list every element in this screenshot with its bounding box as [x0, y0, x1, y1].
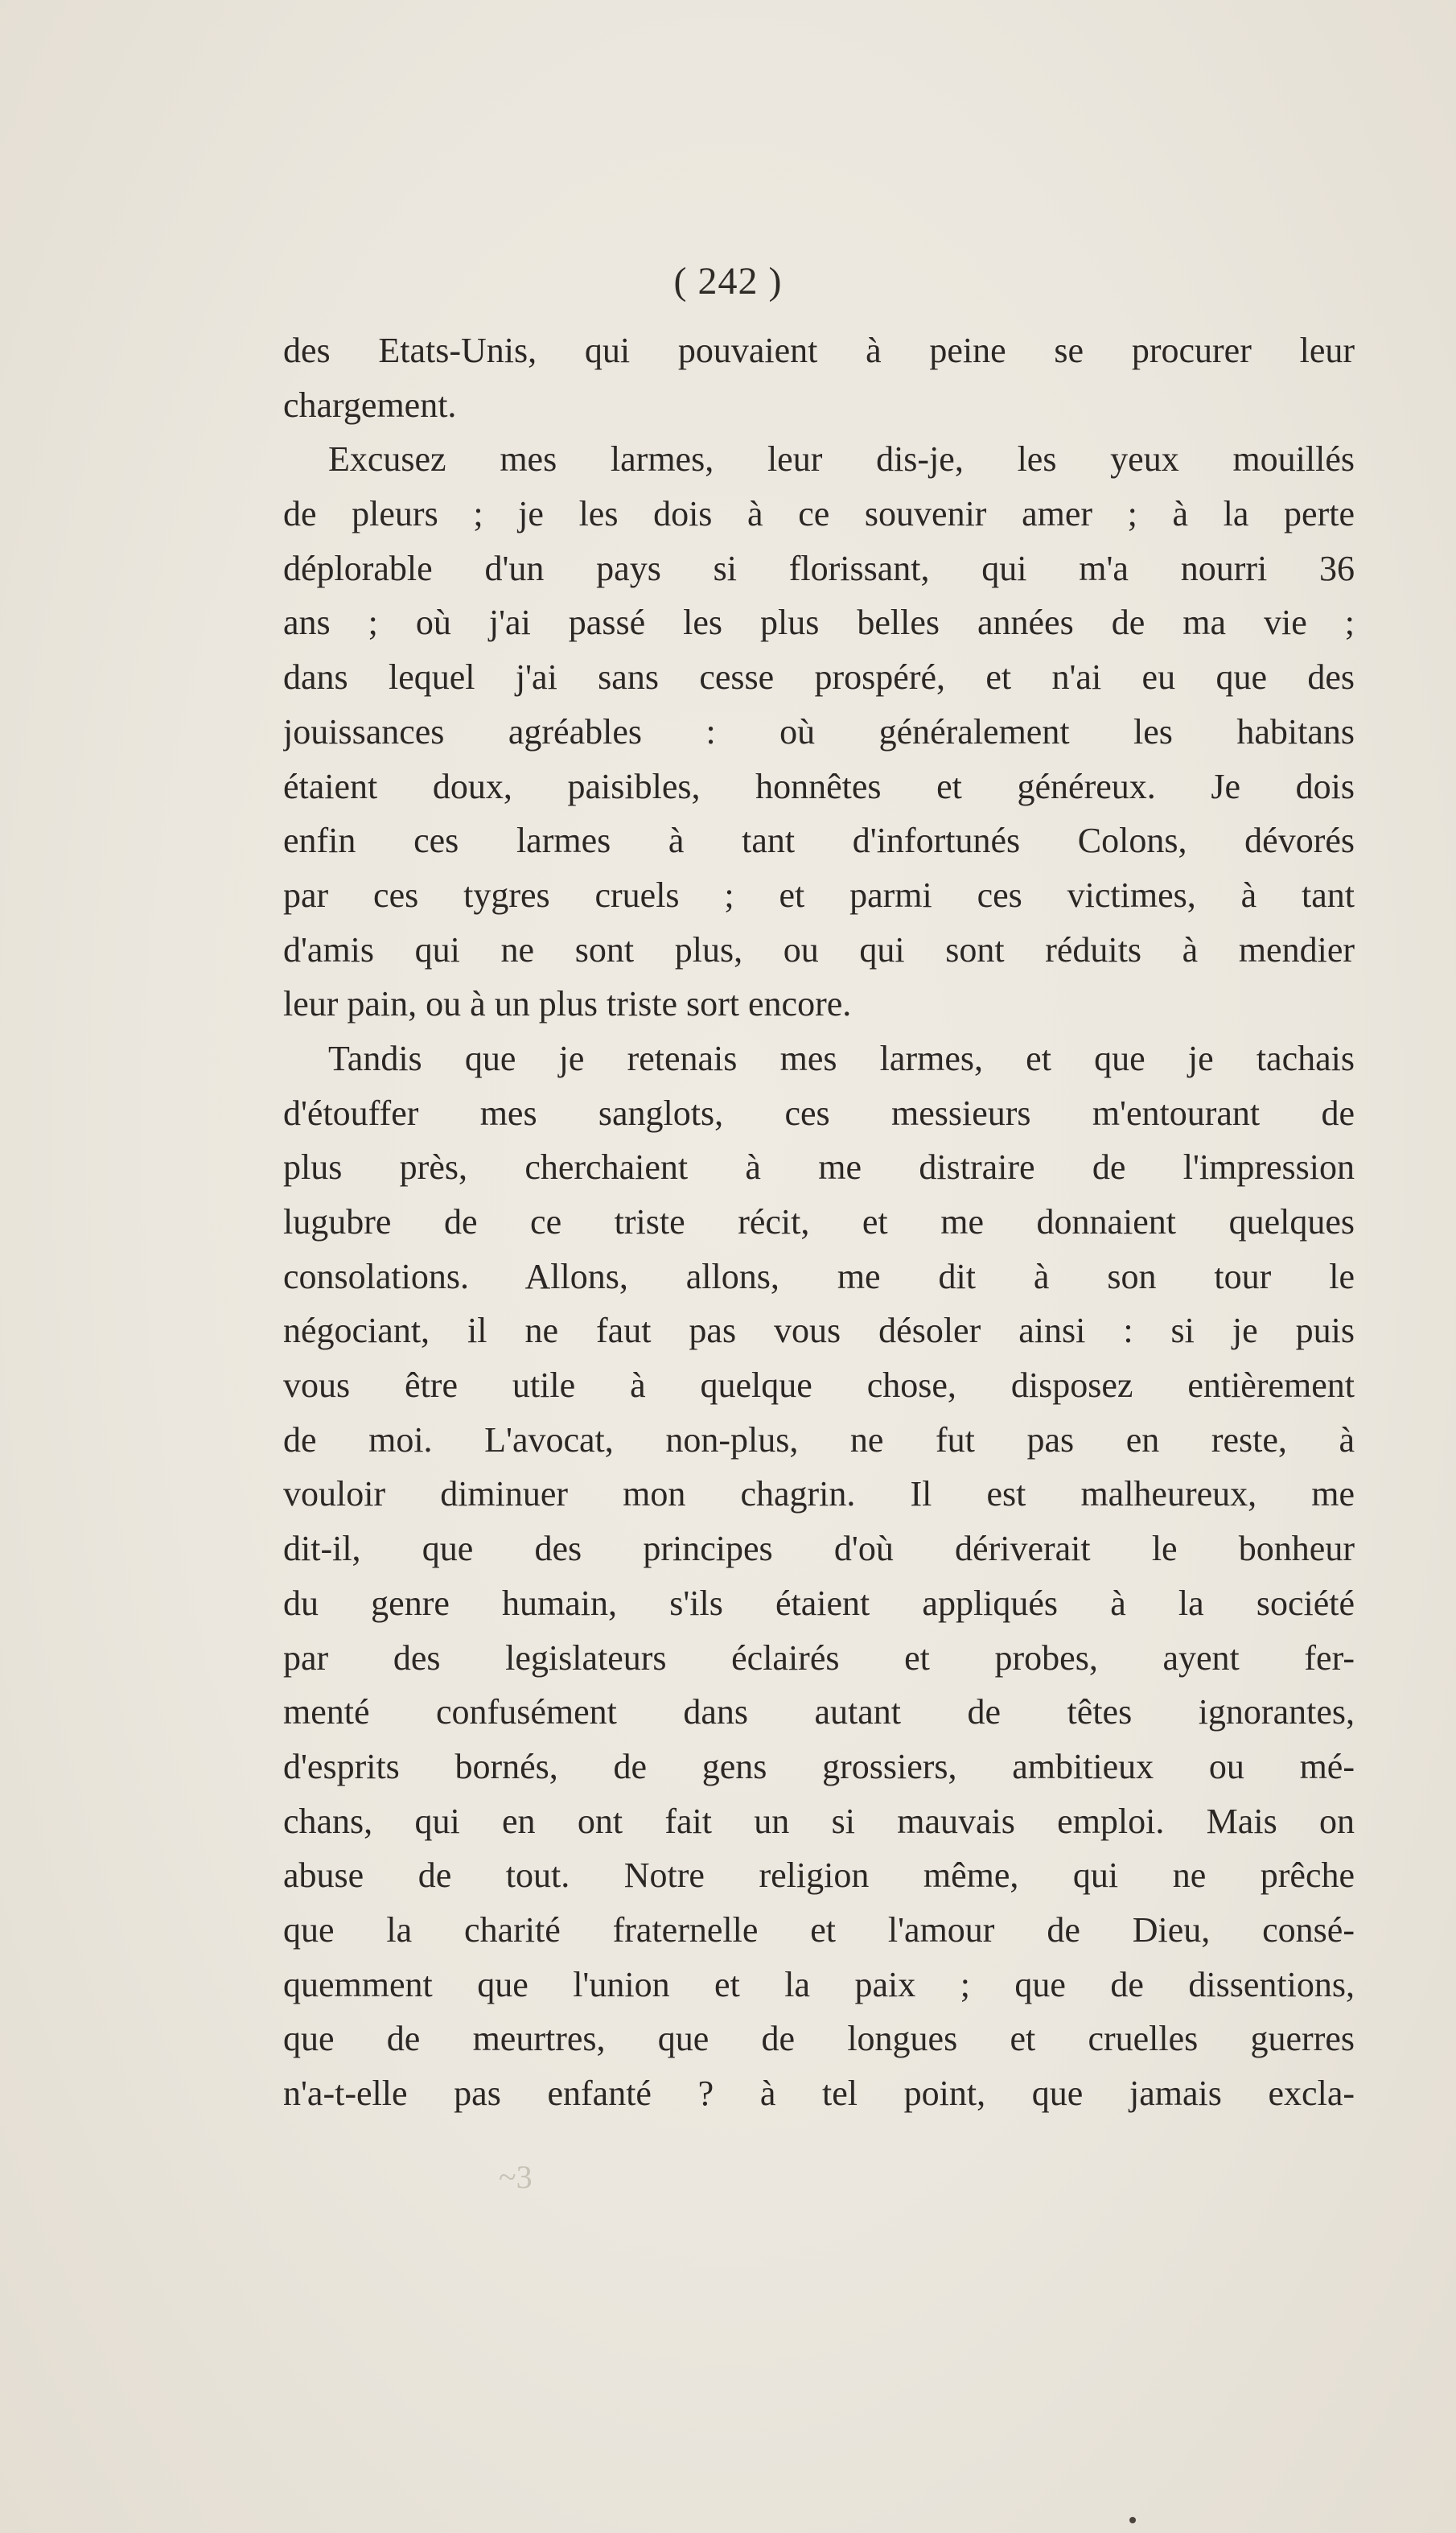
text-line: de pleurs ; je les dois à ce souvenir amer ; à la perte: [283, 494, 1355, 534]
text-line: jouissances agréables : où généralement les habitans: [283, 711, 1355, 752]
text-line: quemment que l'union et la paix ; que de dissentions,: [283, 1964, 1355, 2004]
text-line: que de meurtres, que de longues et cruelles guerres: [283, 2019, 1355, 2059]
text-line: chargement.: [283, 385, 457, 425]
text-line: des Etats-Unis, qui pouvaient à peine se procurer leur: [283, 331, 1355, 370]
text-line: par des legislateurs éclairés et probes, ayent fer-: [283, 1637, 1355, 1678]
text-line: Tandis que je retenais mes larmes, et que je tachais: [328, 1038, 1355, 1078]
text-line: par ces tygres cruels ; et parmi ces victimes, à tant: [283, 875, 1355, 915]
text-line: du genre humain, s'ils étaient appliqués à la société: [283, 1583, 1355, 1623]
text-line: enfin ces larmes à tant d'infortunés Colons, dévorés: [283, 821, 1355, 861]
text-line: dit-il, que des principes d'où dériverait le bonheur: [283, 1529, 1355, 1569]
text-line: de moi. L'avocat, non-plus, ne fut pas en reste, à: [283, 1419, 1355, 1460]
text-line: d'étouffer mes sanglots, ces messieurs m'entourant de: [283, 1093, 1355, 1133]
text-line: que la charité fraternelle et l'amour de Dieu, consé-: [283, 1909, 1355, 1950]
text-line: ans ; où j'ai passé les plus belles années de ma vie ;: [283, 603, 1355, 643]
body-text: [283, 323, 1355, 2121]
text-line: lugubre de ce triste récit, et me donnaient quelques: [283, 1202, 1355, 1242]
text-line: plus près, cherchaient à me distraire de l'impression: [283, 1147, 1355, 1188]
text-line: d'amis qui ne sont plus, ou qui sont réduits à mendier: [283, 929, 1355, 970]
text-line: négociant, il ne faut pas vous désoler ainsi : si je puis: [283, 1311, 1355, 1351]
text-line: abuse de tout. Notre religion même, qui ne prêche: [283, 1855, 1355, 1896]
text-line: leur pain, ou à un plus triste sort encore.: [283, 984, 852, 1024]
text-line: d'esprits bornés, de gens grossiers, ambitieux ou mé-: [283, 1746, 1355, 1786]
text-line: vous être utile à quelque chose, disposez entièrement: [283, 1365, 1355, 1406]
text-line: Excusez mes larmes, leur dis-je, les yeux mouillés: [328, 439, 1355, 480]
text-line: n'a-t-elle pas enfanté ? à tel point, que jamais excla-: [283, 2074, 1355, 2113]
text-line: étaient doux, paisibles, honnêtes et généreux. Je dois: [283, 766, 1355, 806]
text-line: déplorable d'un pays si florissant, qui m'a nourri 36: [283, 548, 1355, 588]
text-line: vouloir diminuer mon chagrin. Il est malheureux, me: [283, 1474, 1355, 1514]
text-line: menté confusément dans autant de têtes ignorantes,: [283, 1692, 1355, 1732]
paper-speck: [1129, 2517, 1136, 2523]
signature-mark: ~3: [499, 2159, 533, 2195]
text-line: dans lequel j'ai sans cesse prospéré, et n'ai eu que des: [283, 657, 1355, 698]
page-number: ( 242 ): [673, 260, 783, 303]
text-line: consolations. Allons, allons, me dit à son tour le: [283, 1256, 1355, 1296]
text-line: chans, qui en ont fait un si mauvais emploi. Mais on: [283, 1801, 1355, 1841]
